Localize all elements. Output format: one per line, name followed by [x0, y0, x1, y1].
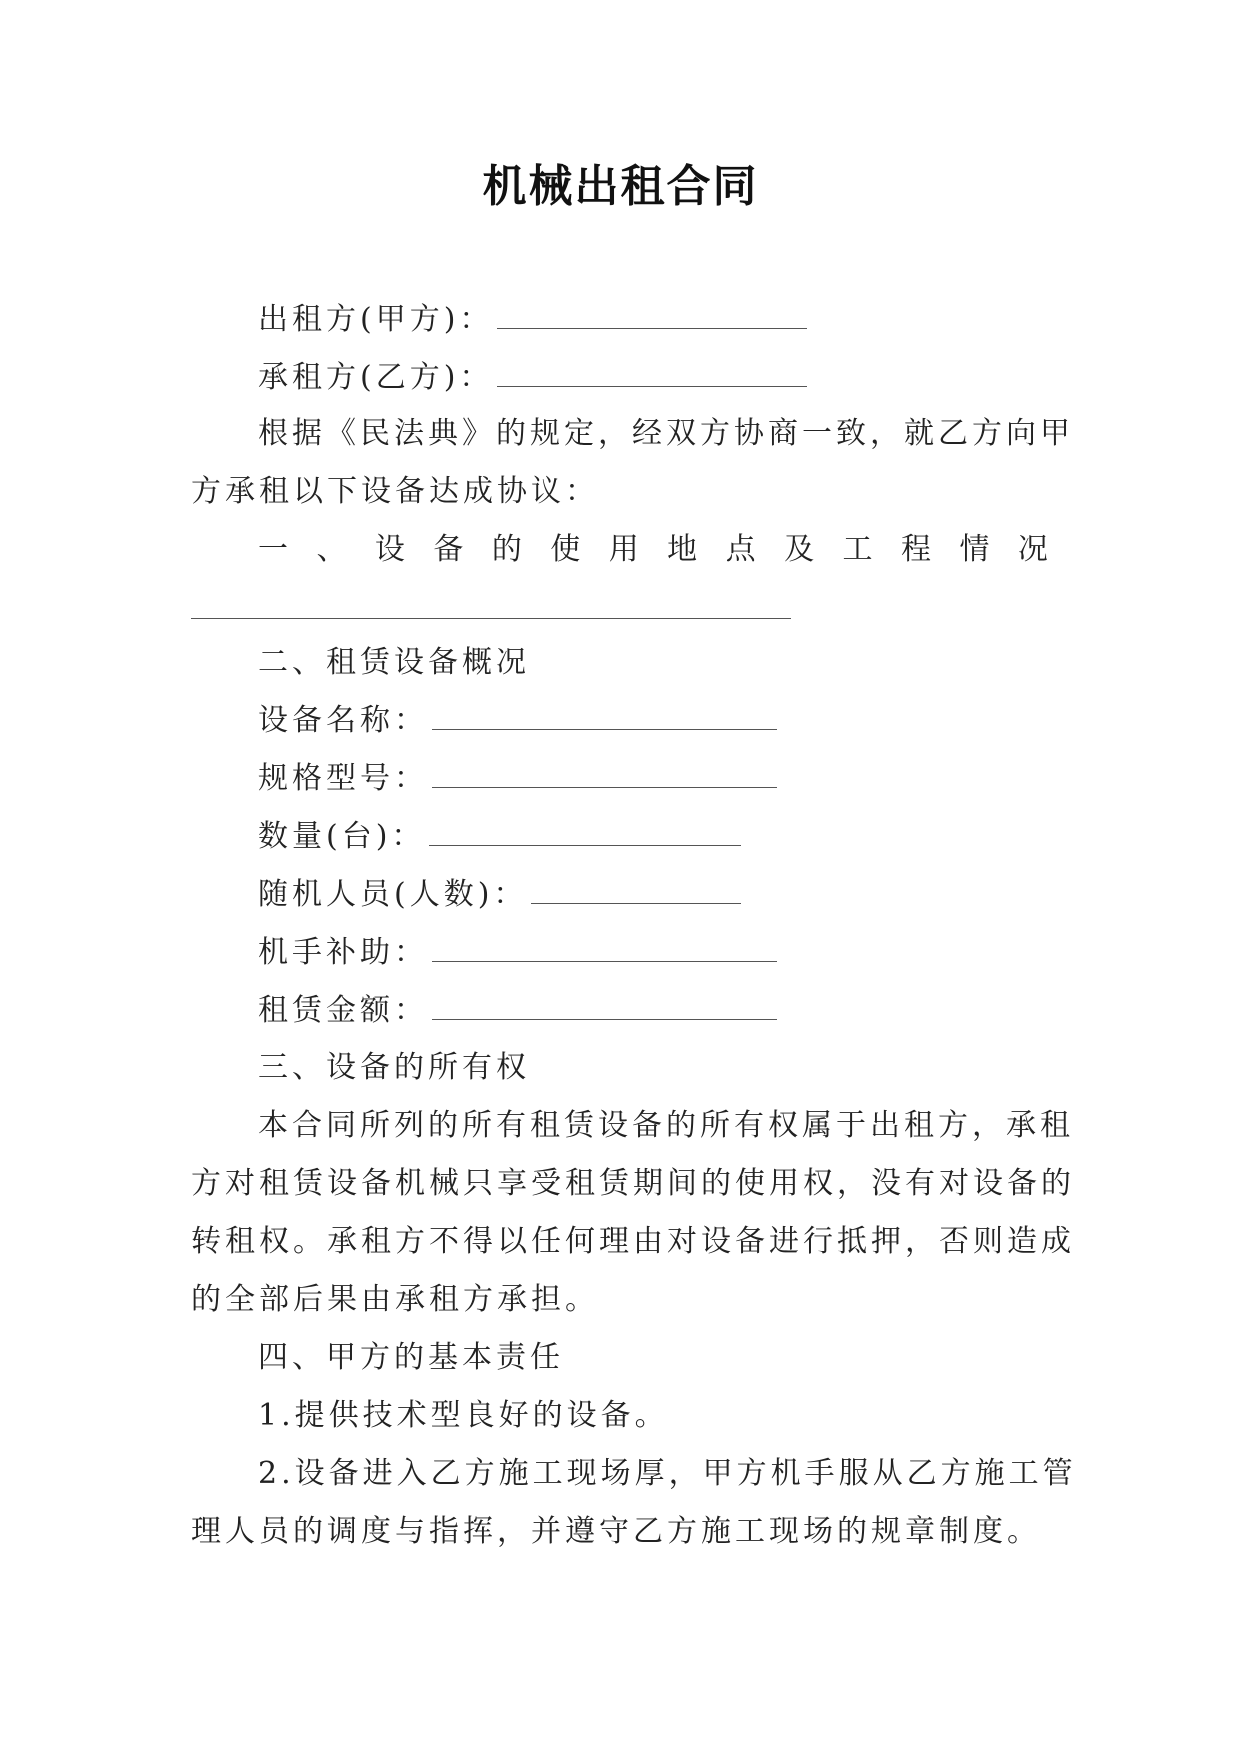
intro-line-2: 方承租以下设备达成协议：: [191, 474, 599, 509]
equipment-name-blank[interactable]: [432, 701, 777, 730]
section1-char: 设: [374, 532, 405, 567]
section1-char: 及: [784, 532, 815, 567]
section1-char: 情: [959, 532, 990, 567]
intro-line-1: 根据《民法典》的规定，经双方协商一致，就乙方向甲: [258, 416, 1074, 451]
lessee-line: [258, 358, 807, 398]
section2-heading: 二、租赁设备概况: [258, 645, 530, 680]
field-label: 规格型号：: [258, 761, 428, 796]
section1-char: 的: [491, 532, 522, 567]
section1-char: 点: [725, 532, 756, 567]
lessee-blank[interactable]: [497, 358, 807, 387]
rent-amount-line: [258, 991, 777, 1031]
section1-char: 程: [900, 532, 931, 567]
operator-subsidy-line: [258, 933, 777, 973]
model-blank[interactable]: [432, 759, 777, 788]
model-line: [258, 759, 777, 799]
section1-char: 备: [433, 532, 464, 567]
section1-char: 一: [258, 532, 288, 567]
section3-line-3: 转租权。承租方不得以任何理由对设备进行抵押，否则造成: [191, 1224, 1075, 1259]
equipment-name-line: [258, 701, 777, 741]
section1-heading: [258, 530, 1048, 570]
section1-char: 使: [550, 532, 581, 567]
section1-char: 况: [1017, 532, 1048, 567]
section1-char: 用: [608, 532, 639, 567]
section3-line-1: 本合同所列的所有租赁设备的所有权属于出租方，承租: [258, 1108, 1074, 1143]
staff-line: [258, 875, 741, 915]
section3-heading: 三、设备的所有权: [258, 1050, 530, 1085]
lessor-label: 出租方(甲方)：: [258, 302, 494, 337]
lessor-blank[interactable]: [497, 300, 807, 329]
quantity-line: [258, 817, 741, 857]
section1-char: 工: [842, 532, 873, 567]
field-label: 随机人员(人数)：: [258, 877, 528, 912]
section4-item-2-line-1: 2.设备进入乙方施工现场厚，甲方机手服从乙方施工管: [258, 1456, 1077, 1491]
lessee-label: 承租方(乙方)：: [258, 360, 494, 395]
field-label: 机手补助：: [258, 935, 428, 970]
field-label: 数量(台)：: [258, 819, 426, 854]
section4-heading: 四、甲方的基本责任: [258, 1340, 564, 1375]
document-title: 机械出租合同: [482, 161, 759, 212]
lessor-line: [258, 300, 807, 340]
section1-char: 、: [316, 532, 347, 567]
section4-item-2-line-2: 理人员的调度与指挥，并遵守乙方施工现场的规章制度。: [191, 1514, 1041, 1549]
section4-item-1: 1.提供技术型良好的设备。: [258, 1398, 669, 1433]
section1-char: 地: [667, 532, 698, 567]
staff-blank[interactable]: [531, 875, 741, 904]
field-label: 租赁金额：: [258, 993, 428, 1028]
operator-subsidy-blank[interactable]: [432, 933, 777, 962]
rent-amount-blank[interactable]: [432, 991, 777, 1020]
section3-line-4: 的全部后果由承租方承担。: [191, 1282, 599, 1317]
field-label: 设备名称：: [258, 703, 428, 738]
section3-line-2: 方对租赁设备机械只享受租赁期间的使用权，没有对设备的: [191, 1166, 1075, 1201]
location-blank[interactable]: [191, 618, 791, 619]
quantity-blank[interactable]: [429, 817, 741, 846]
